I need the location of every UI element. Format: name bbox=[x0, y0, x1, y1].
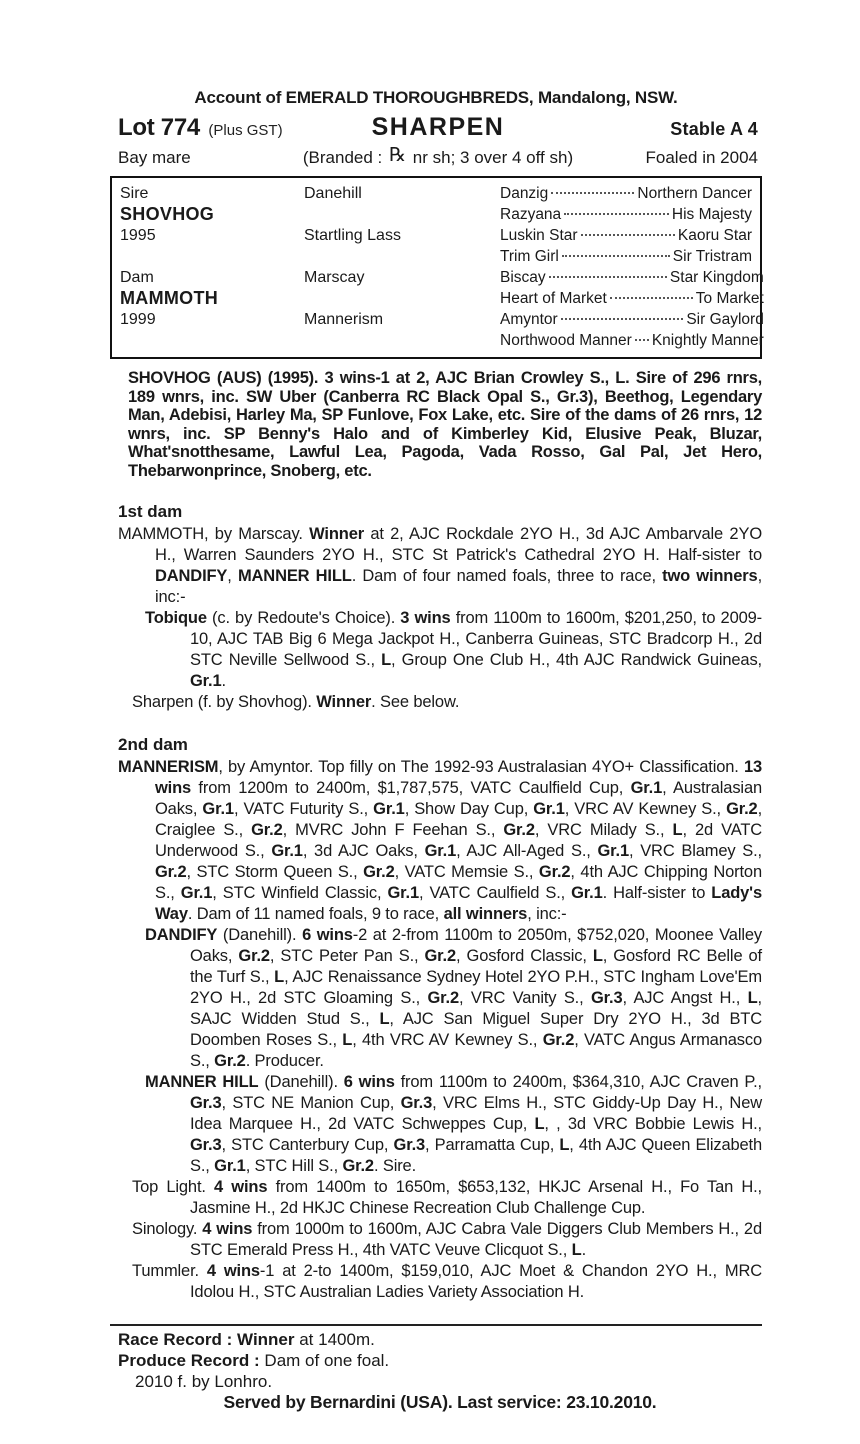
produce-record-line: Produce Record : Dam of one foal. bbox=[118, 1351, 390, 1370]
ancestor-row bbox=[500, 267, 764, 288]
dot-leader bbox=[561, 318, 684, 320]
record-footer bbox=[110, 1329, 762, 1413]
sire-ancestors bbox=[500, 183, 752, 267]
lot-left bbox=[118, 114, 372, 142]
first-dam-heading: 1st dam bbox=[118, 502, 183, 521]
dot-leader bbox=[581, 234, 675, 236]
race-record-line: Race Record : Winner at 1400m. bbox=[118, 1330, 375, 1349]
foaled-year: Foaled in 2004 bbox=[645, 148, 758, 167]
sire-cell bbox=[120, 183, 304, 267]
pedigree-paragraph: Top Light. 4 wins from 1400m to 1650m, $653,132, HKJC Arsenal H., Fo Tan H., Jasmine H., 2d HKJC Chinese Recreation Club Challenge Cup. bbox=[132, 1178, 762, 1217]
pedigree-dam-half bbox=[120, 267, 764, 351]
ancestor-name: Luskin Star bbox=[500, 227, 578, 244]
pedigree-paragraph: Tobique (c. by Redoute's Choice). 3 wins from 1100m to 1600m, $201,250, to 2009-10, AJC TAB Big 6 Mega Jackpot H., Canberra Guineas, STC Bradcorp H., 2d STC Neville Sellwood S., L, Group One Club H., 4th AJC Randwick Guineas, Gr.1. bbox=[145, 609, 762, 690]
pedigree-paragraph: Sinology. 4 wins from 1000m to 1600m, AJC Cabra Vale Diggers Club Members H., 2d STC Emerald Press H., 4th VATC Veuve Clicquot S., L. bbox=[132, 1220, 762, 1259]
dam-ancestors bbox=[500, 267, 764, 351]
dot-leader bbox=[610, 297, 693, 299]
sire-label: Sire bbox=[120, 185, 149, 202]
dot-leader bbox=[635, 339, 649, 341]
pedigree-paragraph: Tummler. 4 wins-1 at 2-to 1400m, $159,010, AJC Moet & Chandon 2YO H., MRC Idolou H., STC Australian Ladies Variety Association H. bbox=[132, 1262, 762, 1301]
lot-gst-note: (Plus GST) bbox=[208, 122, 283, 139]
second-dam-name: Mannerism bbox=[304, 311, 384, 328]
brand-text-after: nr sh; 3 over 4 off sh) bbox=[412, 148, 574, 167]
ancestor-row bbox=[500, 225, 752, 246]
pedigree-paragraph: MANNERISM, by Amyntor. Top filly on The 1992-93 Australasian 4YO+ Classification. 13 wins from 1200m to 2400m, $1,787,575, VATC Caulfield Cup, Gr.1, Australasian Oaks, Gr.1, VATC Futurity S., Gr.1, Show Day Cup, Gr.1, VRC AV Kewney S., Gr.2, Craiglee S., Gr.2, MVRC John F Feehan S., Gr.2, VRC Milady S., L, 2d VATC Underwood S., Gr.1, 3d AJC Oaks, Gr.1, AJC All-Aged S., Gr.1, VRC Blamey S., Gr.2, STC Storm Queen S., Gr.2, VATC Memsie S., Gr.2, 4th AJC Chipping Norton S., Gr.1, STC Winfield Classic, Gr.1, VATC Caulfield S., Gr.1. Half-sister to Lady's Way. Dam of 11 named foals, 9 to race, all winners, inc:- bbox=[118, 758, 763, 923]
foal-line: 2010 f. by Lonhro. bbox=[135, 1372, 273, 1391]
sire-summary-paragraph: SHOVHOG (AUS) (1995). 3 wins-1 at 2, AJC Brian Crowley S., L. Sire of 296 rnrs, 189 wnrs, inc. SW Uber (Canberra RC Black Opal S., Gr.3), Beethog, Legendary Man, Adebisi, Harley Ma, SP Funlove, Fox Lake, etc. Sire of the dams of 26 rnrs, 12 wnrs, inc. SP Benny's Halo and of Kimberley Kid, Elusive Peak, Bluzar, What'snotthesame, Lawful Lea, Pagoda, Vada Rosso, Gal Pal, Jet Hero, Thebarwonprince, Snoberg, etc. bbox=[128, 369, 762, 480]
pedigree-sire-half bbox=[120, 183, 752, 267]
pedigree-table bbox=[110, 176, 762, 359]
ancestor-name: Northwood Manner bbox=[500, 332, 632, 349]
ancestor-name: Trim Girl bbox=[500, 248, 559, 265]
lot-number: Lot 774 bbox=[118, 114, 200, 141]
dot-leader bbox=[549, 276, 667, 278]
service-line: Served by Bernardini (USA). Last service: 23.10.2010. bbox=[223, 1392, 657, 1412]
ancestor-row bbox=[500, 330, 764, 351]
ancestor-sire: His Majesty bbox=[671, 206, 752, 223]
ancestor-row bbox=[500, 204, 752, 225]
account-line: Account of EMERALD THOROUGHBREDS, Mandalong, NSW. bbox=[194, 88, 678, 107]
dot-leader bbox=[562, 255, 670, 257]
dam-label: Dam bbox=[120, 269, 154, 286]
ancestor-sire: Sir Tristram bbox=[672, 248, 752, 265]
footer-divider bbox=[110, 1324, 762, 1326]
ancestor-name: Amyntor bbox=[500, 311, 558, 328]
horse-name: SHARPEN bbox=[371, 113, 505, 141]
granddam-name: Startling Lass bbox=[304, 227, 401, 244]
ancestor-sire: Northern Dancer bbox=[637, 185, 752, 202]
pedigree-paragraph: DANDIFY (Danehill). 6 wins-2 at 2-from 1100m to 2050m, $752,020, Moonee Valley Oaks, Gr.2, STC Peter Pan S., Gr.2, Gosford Classic, L, Gosford RC Belle of the Turf S., L, AJC Renaissance Sydney Hotel 2YO P.H., STC Ingham Love'Em 2YO H., 2d STC Gloaming S., Gr.2, VRC Vanity S., Gr.3, AJC Angst H., L, SAJC Widden Stud S., L, AJC San Miguel Super Dry 2YO H., 3d BTC Doomben Roses S., L, 4th VRC AV Kewney S., Gr.2, VATC Angus Armanasco S., Gr.2. Producer. bbox=[145, 926, 762, 1070]
brand-description bbox=[303, 146, 573, 169]
stable-number: Stable A 4 bbox=[670, 119, 758, 139]
ancestor-sire: Star Kingdom bbox=[669, 269, 764, 286]
catalogue-page bbox=[110, 88, 762, 1413]
ancestor-sire: Knightly Manner bbox=[651, 332, 764, 349]
info-line bbox=[110, 146, 762, 169]
first-dam-section bbox=[110, 502, 762, 713]
second-dam-paragraphs bbox=[118, 757, 762, 1303]
dam-year: 1999 bbox=[120, 311, 156, 328]
ancestor-sire: Sir Gaylord bbox=[686, 311, 764, 328]
ancestor-name: Biscay bbox=[500, 269, 546, 286]
second-dam-heading: 2nd dam bbox=[118, 735, 188, 754]
first-dam-paragraphs bbox=[118, 524, 762, 713]
dam-name: MAMMOTH bbox=[120, 288, 219, 308]
grandsire-name: Danehill bbox=[304, 185, 362, 202]
ancestor-row bbox=[500, 309, 764, 330]
damsire-name: Marscay bbox=[304, 269, 365, 286]
ancestor-sire: To Market bbox=[695, 290, 764, 307]
dam-cell bbox=[120, 267, 304, 351]
lot-line bbox=[110, 113, 762, 142]
pedigree-paragraph: MAMMOTH, by Marscay. Winner at 2, AJC Rockdale 2YO H., 3d AJC Ambarvale 2YO H., Warren Saunders 2YO H., STC St Patrick's Cathedral 2YO H. Half-sister to DANDIFY, MANNER HILL. Dam of four named foals, three to race, two winners, inc:- bbox=[118, 525, 763, 606]
dot-leader bbox=[551, 192, 634, 194]
pedigree-paragraph: MANNER HILL (Danehill). 6 wins from 1100m to 2400m, $364,310, AJC Craven P., Gr.3, STC NE Manion Cup, Gr.3, VRC Elms H., STC Giddy-Up Day H., New Idea Marquee H., 2d VATC Schweppes Cup, L, , 3d VRC Bobbie Lewis H., Gr.3, STC Canterbury Cup, Gr.3, Parramatta Cup, L, 4th AJC Queen Elizabeth S., Gr.1, STC Hill S., Gr.2. Sire. bbox=[145, 1073, 762, 1175]
brand-text-before: (Branded : bbox=[302, 148, 383, 167]
sire-parents bbox=[304, 183, 500, 267]
ancestor-name: Danzig bbox=[500, 185, 549, 202]
ancestor-sire: Kaoru Star bbox=[677, 227, 752, 244]
ancestor-row bbox=[500, 183, 752, 204]
ancestor-row bbox=[500, 288, 764, 309]
dam-parents bbox=[304, 267, 500, 351]
color-sex: Bay mare bbox=[118, 148, 191, 167]
second-dam-section bbox=[110, 735, 762, 1303]
pedigree-paragraph: Sharpen (f. by Shovhog). Winner. See below. bbox=[132, 693, 460, 711]
ancestor-name: Heart of Market bbox=[500, 290, 607, 307]
dot-leader bbox=[564, 213, 669, 215]
ancestor-row bbox=[500, 246, 752, 267]
sire-year: 1995 bbox=[120, 227, 156, 244]
sire-name: SHOVHOG bbox=[120, 204, 215, 224]
brand-symbol-icon: ℞ bbox=[389, 145, 407, 166]
ancestor-name: Razyana bbox=[500, 206, 562, 223]
